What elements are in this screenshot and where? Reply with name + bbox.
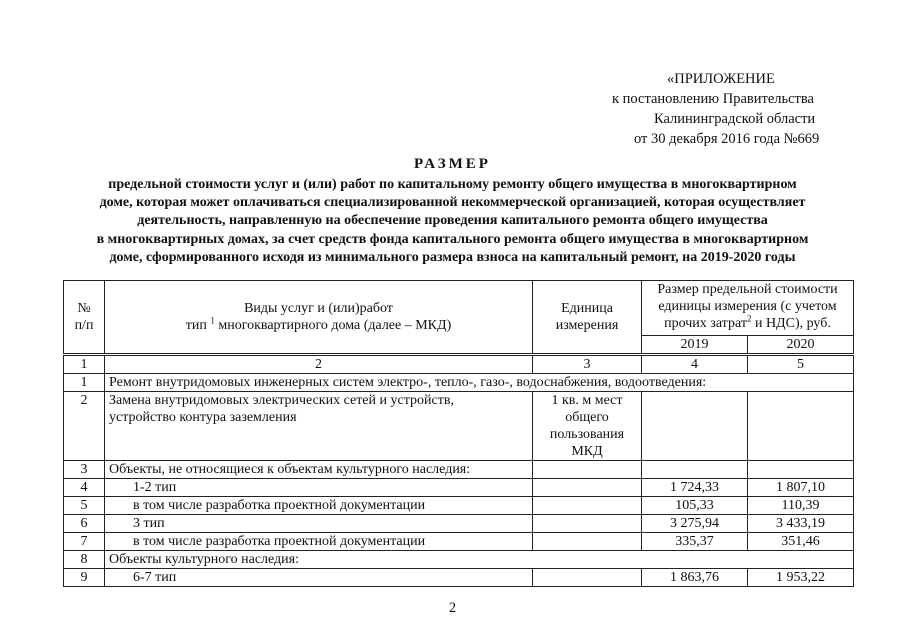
header-year-2020: 2020 [748, 336, 854, 355]
row-value-2020: 3 433,19 [748, 515, 854, 533]
header-works [105, 281, 533, 355]
header-works-line [109, 317, 528, 334]
header-cost-line [646, 315, 849, 332]
subtitle-line: доме, сформированного исходя из минимального размера взноса на капитальный ремонт, на 2019-2020 годы [109, 249, 796, 265]
row-unit-line: МКД [571, 444, 603, 459]
row-value-2019 [642, 392, 748, 461]
row-num: 9 [64, 569, 105, 587]
colnum-cell: 5 [748, 355, 854, 374]
row-num: 5 [64, 497, 105, 515]
table-row [64, 569, 854, 587]
row-value-2020: 110,39 [748, 497, 854, 515]
subtitle-line: доме, которая может оплачиваться специализированной некоммерческой организацией, которая осуществляет [99, 195, 806, 211]
subtitle-line: деятельность, направленную на обеспечение проведения капитального ремонта общего имущества [137, 213, 768, 229]
row-unit [533, 533, 642, 551]
row-name: Ремонт внутридомовых инженерных систем электро-, тепло-, газо-, водоснабжения, водоотведения: [105, 374, 854, 392]
header-works-line: Виды услуг и (или)работ [244, 301, 393, 316]
header-cost [642, 281, 854, 336]
row-name: Объекты, не относящиеся к объектам культурного наследия: [105, 461, 533, 479]
row-unit-line: 1 кв. м мест [551, 393, 623, 408]
document-title: РАЗМЕР [414, 156, 491, 172]
row-value-2019: 1 863,76 [642, 569, 748, 587]
row-name-line: устройство контура заземления [109, 410, 297, 425]
row-num: 6 [64, 515, 105, 533]
subtitle-line: предельной стоимости услуг и (или) работ по капитальному ремонту общего имущества в многоквартирном [108, 177, 797, 192]
row-name: 1-2 тип [105, 479, 533, 497]
row-num: 7 [64, 533, 105, 551]
cost-table [63, 280, 854, 587]
header-cost-line: Размер предельной стоимости [657, 282, 838, 297]
row-name: в том числе разработка проектной документации [105, 497, 533, 515]
table-row [64, 461, 854, 479]
row-unit-line: пользования [549, 427, 625, 442]
appendix-line: «ПРИЛОЖЕНИЕ [667, 71, 775, 87]
row-value-2020 [748, 461, 854, 479]
row-num: 4 [64, 479, 105, 497]
table-row [64, 479, 854, 497]
row-num: 3 [64, 461, 105, 479]
header-num-line: № [77, 301, 91, 316]
row-name: Объекты культурного наследия: [105, 551, 854, 569]
header-year-2019: 2019 [642, 336, 748, 355]
row-value-2020: 1 953,22 [748, 569, 854, 587]
row-name: 6-7 тип [105, 569, 533, 587]
table-header-row [64, 281, 854, 336]
row-name: 3 тип [105, 515, 533, 533]
table-row [64, 533, 854, 551]
header-unit-line: Единица [561, 301, 613, 316]
appendix-line: Калининградской области [654, 111, 816, 127]
table-row [64, 392, 854, 461]
header-unit-line: измерения [555, 318, 619, 333]
colnum-cell: 3 [533, 355, 642, 374]
row-value-2020 [748, 392, 854, 461]
row-value-2019: 3 275,94 [642, 515, 748, 533]
footnote-1: 1 [210, 315, 215, 326]
table-row [64, 497, 854, 515]
colnum-cell: 2 [105, 355, 533, 374]
row-unit [533, 461, 642, 479]
row-unit [533, 392, 642, 461]
header-cost-line: единицы измерения (с учетом [658, 299, 837, 314]
row-unit-line: общего [565, 410, 609, 425]
appendix-line: от 30 декабря 2016 года №669 [634, 131, 820, 147]
page-number: 2 [448, 600, 457, 616]
table-row [64, 374, 854, 392]
header-cost-vat: и НДС), руб. [754, 316, 831, 331]
header-num [64, 281, 105, 355]
row-unit [533, 479, 642, 497]
row-num: 1 [64, 374, 105, 392]
row-unit [533, 569, 642, 587]
row-num: 8 [64, 551, 105, 569]
colnum-cell: 4 [642, 355, 748, 374]
document-subtitle [50, 176, 855, 267]
header-works-type: тип [185, 318, 207, 333]
header-works-mkd: многоквартирного дома (далее – МКД) [218, 318, 452, 333]
appendix-line: к постановлению Правительства [612, 91, 814, 107]
footnote-2: 2 [746, 313, 752, 324]
table-row [64, 551, 854, 569]
header-num-line: п/п [74, 318, 94, 333]
row-value-2020: 351,46 [748, 533, 854, 551]
header-unit [533, 281, 642, 355]
row-value-2019: 1 724,33 [642, 479, 748, 497]
subtitle-line: в многоквартирных домах, за счет средств фонда капитального ремонта общего имущества в многоквартирном [96, 231, 809, 247]
row-name: в том числе разработка проектной документации [105, 533, 533, 551]
table-row [64, 515, 854, 533]
header-cost-other: прочих затрат [664, 316, 747, 331]
row-name-line: Замена внутридомовых электрических сетей и устройств, [109, 393, 454, 408]
appendix-block [612, 69, 872, 149]
row-num: 2 [64, 392, 105, 461]
row-unit [533, 497, 642, 515]
column-number-row [64, 355, 854, 374]
row-value-2019: 105,33 [642, 497, 748, 515]
colnum-cell: 1 [64, 355, 105, 374]
row-name [105, 392, 533, 461]
row-value-2019: 335,37 [642, 533, 748, 551]
row-value-2020: 1 807,10 [748, 479, 854, 497]
row-value-2019 [642, 461, 748, 479]
row-unit [533, 515, 642, 533]
